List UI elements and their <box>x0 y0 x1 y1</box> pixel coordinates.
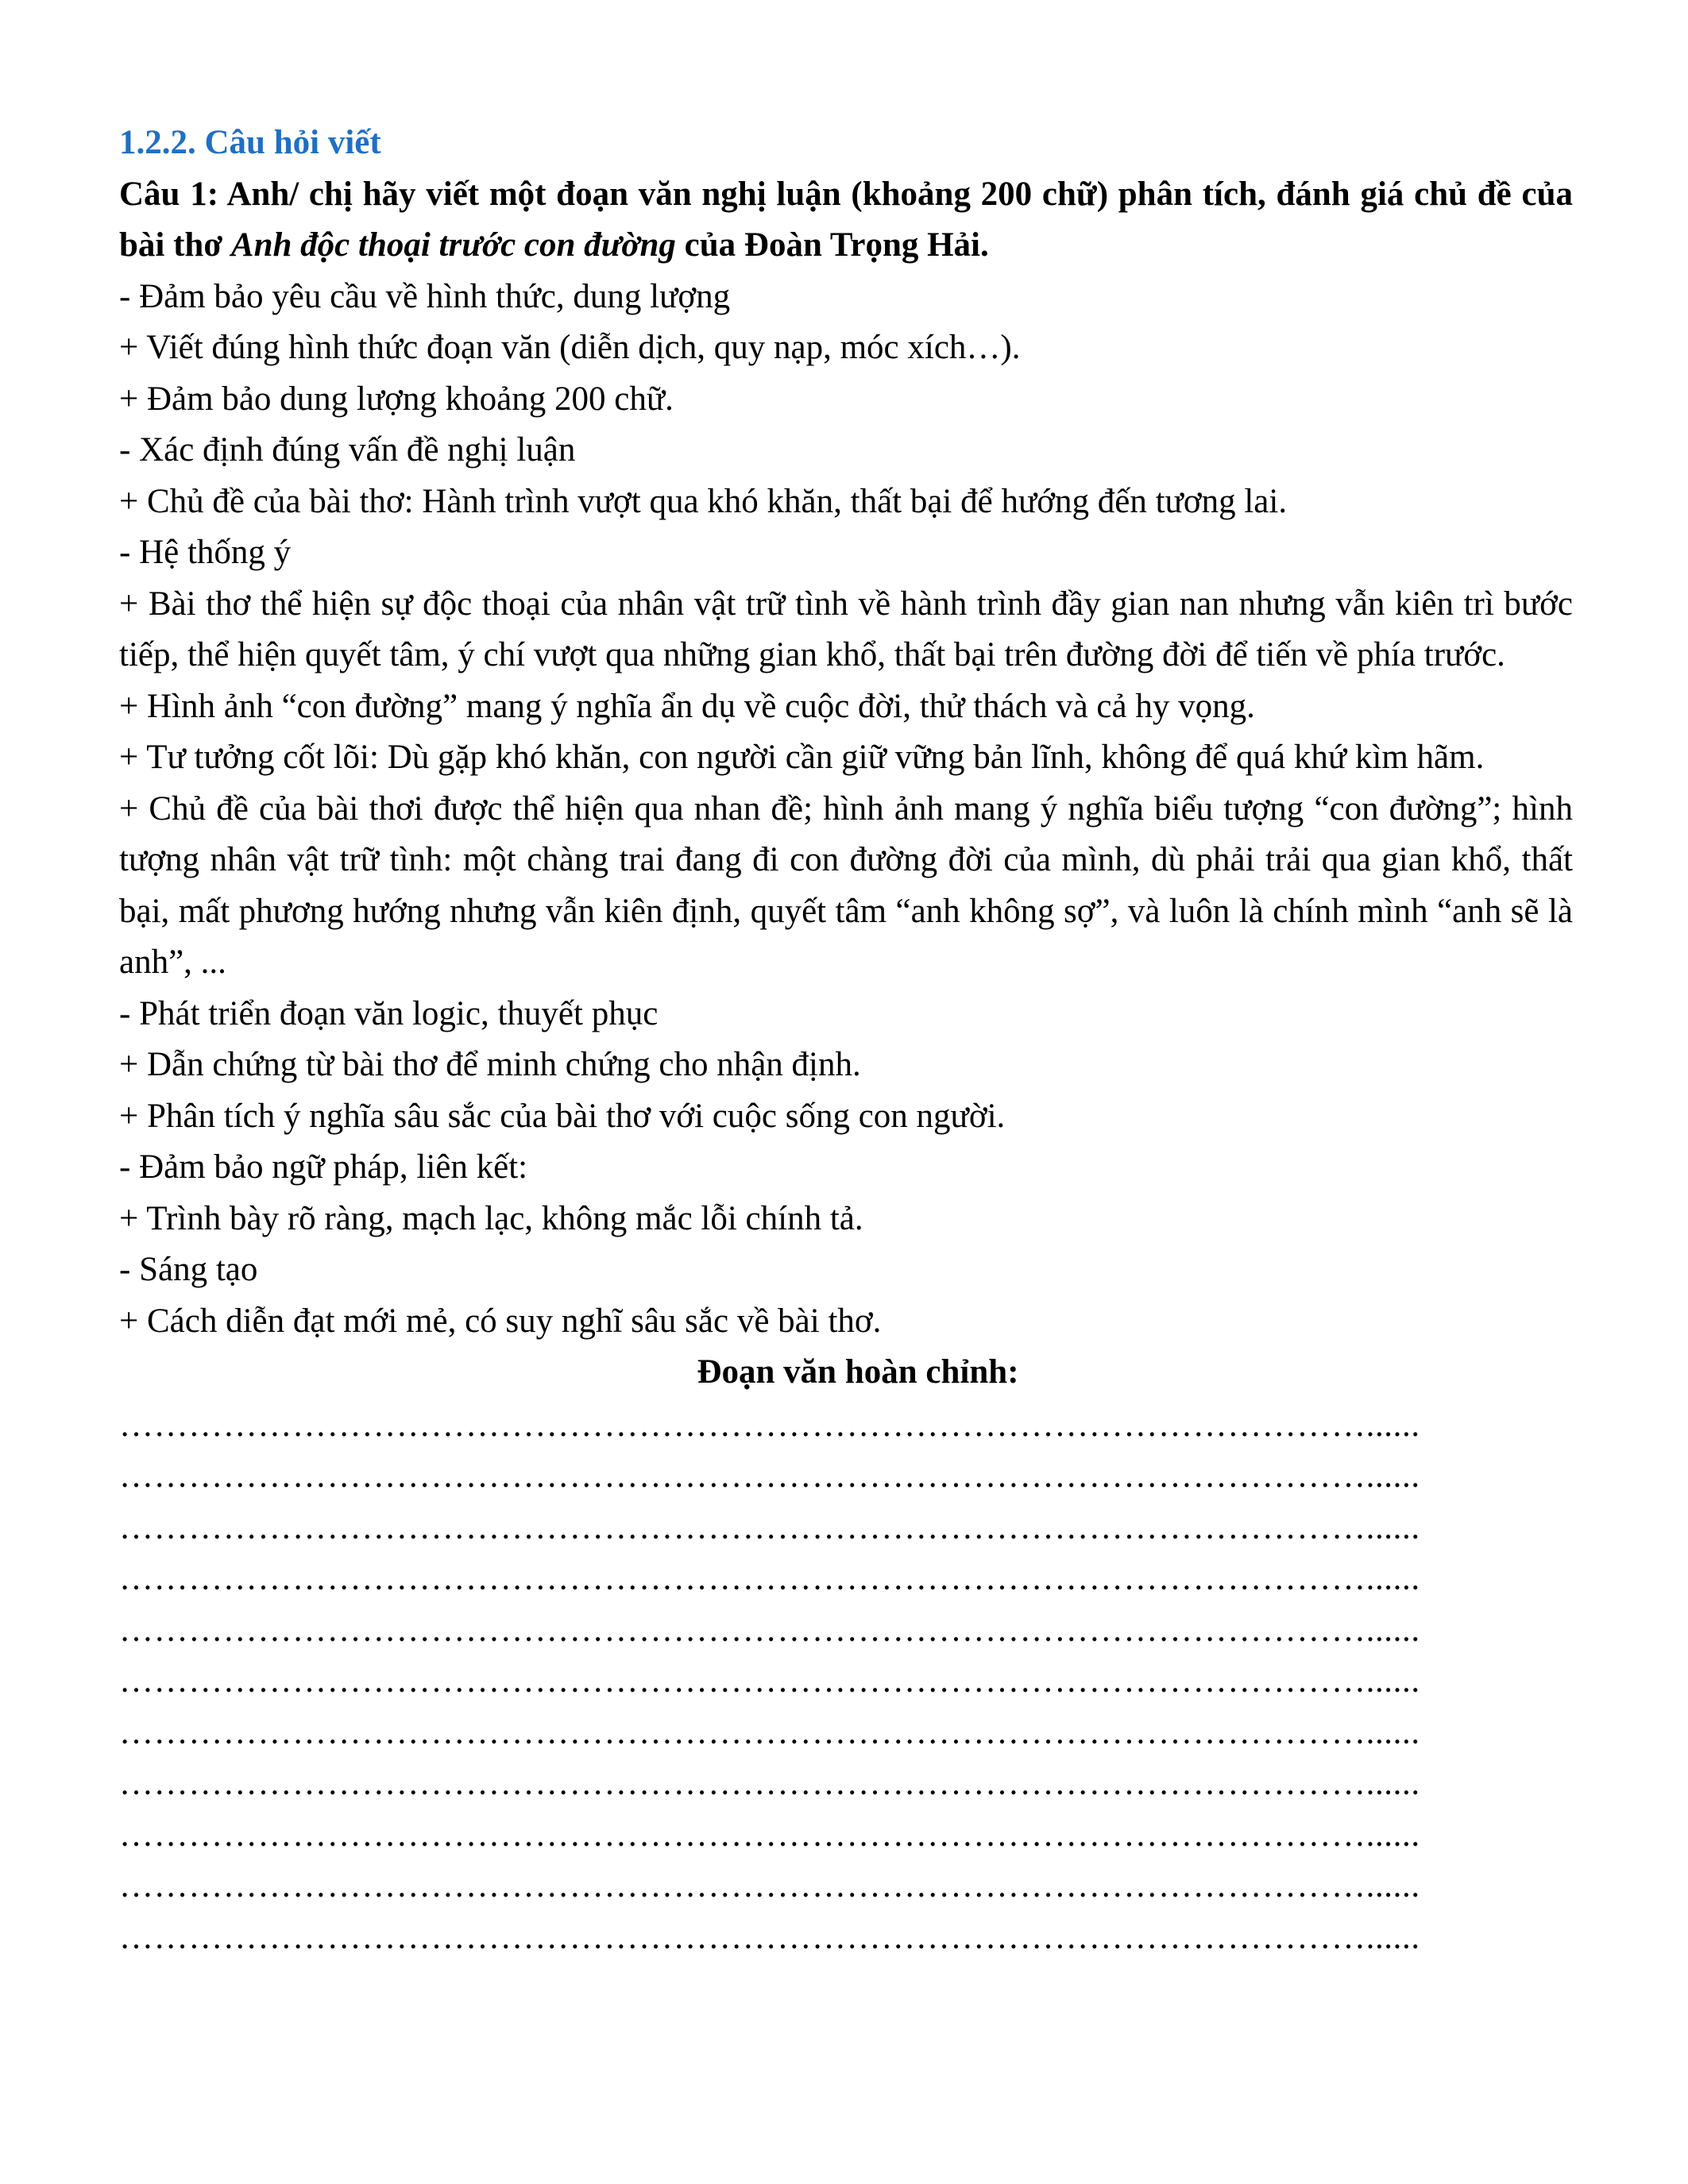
dotted-answer-line[interactable]: ………………………………………………………………………………………………...... <box>119 1508 1420 1546</box>
criterion-detail: + Trình bày rõ ràng, mạch lạc, không mắc lỗi chính tả. <box>119 1199 863 1237</box>
criterion-detail: + Dẫn chứng từ bài thơ để minh chứng cho nhận định. <box>119 1046 861 1083</box>
criterion-detail: + Viết đúng hình thức đoạn văn (diễn dịch, quy nạp, móc xích…). <box>119 329 1021 366</box>
criterion-issue: - Xác định đúng vấn đề nghị luận <box>119 431 576 469</box>
criterion-development: - Phát triển đoạn văn logic, thuyết phục <box>119 994 659 1032</box>
criterion-detail: + Hình ảnh “con đường” mang ý nghĩa ẩn dụ về cuộc đời, thử thách và cả hy vọng. <box>119 687 1255 725</box>
dotted-answer-line[interactable]: ………………………………………………………………………………………………...... <box>119 1713 1420 1751</box>
criterion-grammar: - Đảm bảo ngữ pháp, liên kết: <box>119 1148 528 1186</box>
section-heading: 1.2.2. Câu hỏi viết <box>119 124 381 161</box>
dotted-answer-line[interactable]: ………………………………………………………………………………………………...... <box>119 1867 1420 1904</box>
criterion-detail: + Tư tưởng cốt lõi: Dù gặp khó khăn, con người cần giữ vững bản lĩnh, không để quá khứ kìm hãm. <box>119 739 1485 776</box>
dotted-answer-line[interactable]: ………………………………………………………………………………………………...... <box>119 1918 1420 1956</box>
criterion-ideas: - Hệ thống ý <box>119 534 292 571</box>
answer-writing-area[interactable] <box>119 1400 1573 1964</box>
dotted-answer-line[interactable]: ………………………………………………………………………………………………...... <box>119 1815 1420 1854</box>
criterion-detail: + Đảm bảo dung lượng khoảng 200 chữ. <box>119 380 674 418</box>
poem-title: Anh độc thoại trước con đường <box>230 226 676 264</box>
dotted-answer-line[interactable]: ………………………………………………………………………………………………...... <box>119 1560 1420 1597</box>
question-prompt <box>119 169 1573 272</box>
dotted-answer-line[interactable]: ………………………………………………………………………………………………...... <box>119 1457 1420 1495</box>
criterion-detail: + Bài thơ thể hiện sự độc thoại của nhân vật trữ tình về hành trình đầy gian nan nhưng vẫn kiên trì bước tiếp, thể hiện quyết tâm, ý chí vượt qua những gian khổ, thất bại trên đường đời để tiến về phía trước. <box>119 585 1573 673</box>
document-content <box>119 118 1573 1963</box>
criterion-detail: + Phân tích ý nghĩa sâu sắc của bài thơ với cuộc sống con người. <box>119 1097 1006 1135</box>
criterion-creativity: - Sáng tạo <box>119 1251 258 1288</box>
criterion-detail: + Cách diễn đạt mới mẻ, có suy nghĩ sâu sắc về bài thơ. <box>119 1302 882 1340</box>
criterion-form: - Đảm bảo yêu cầu về hình thức, dung lượng <box>119 277 731 315</box>
criterion-detail: + Chủ đề của bài thơi được thể hiện qua nhan đề; hình ảnh mang ý nghĩa biểu tượng “con đường”; hình tượng nhân vật trữ tình: một chàng trai đang đi con đường đời của mình, dù phải trải qua gian khổ, thất bại, mất phương hướng nhưng vẫn kiên định, quyết tâm “anh không sợ”, và luôn là chính mình “anh sẽ là anh”, ... <box>119 789 1573 981</box>
dotted-answer-line[interactable]: ………………………………………………………………………………………………...... <box>119 1765 1420 1802</box>
dotted-answer-line[interactable]: ………………………………………………………………………………………………...... <box>119 1406 1420 1444</box>
question-prefix: Câu 1: Anh/ chị hãy viết một đoạn văn nghị luận (khoảng 200 chữ) phân tích, đánh giá chủ đề của bài thơ <box>119 175 1573 264</box>
dotted-answer-line[interactable]: ………………………………………………………………………………………………...... <box>119 1662 1420 1700</box>
question-suffix: của Đoàn Trọng Hải. <box>675 226 989 264</box>
dotted-answer-line[interactable]: ………………………………………………………………………………………………...... <box>119 1611 1420 1649</box>
criterion-detail: + Chủ đề của bài thơ: Hành trình vượt qua khó khăn, thất bại để hướng đến tương lai. <box>119 482 1288 520</box>
answer-heading: Đoạn văn hoàn chỉnh: <box>697 1353 1019 1391</box>
